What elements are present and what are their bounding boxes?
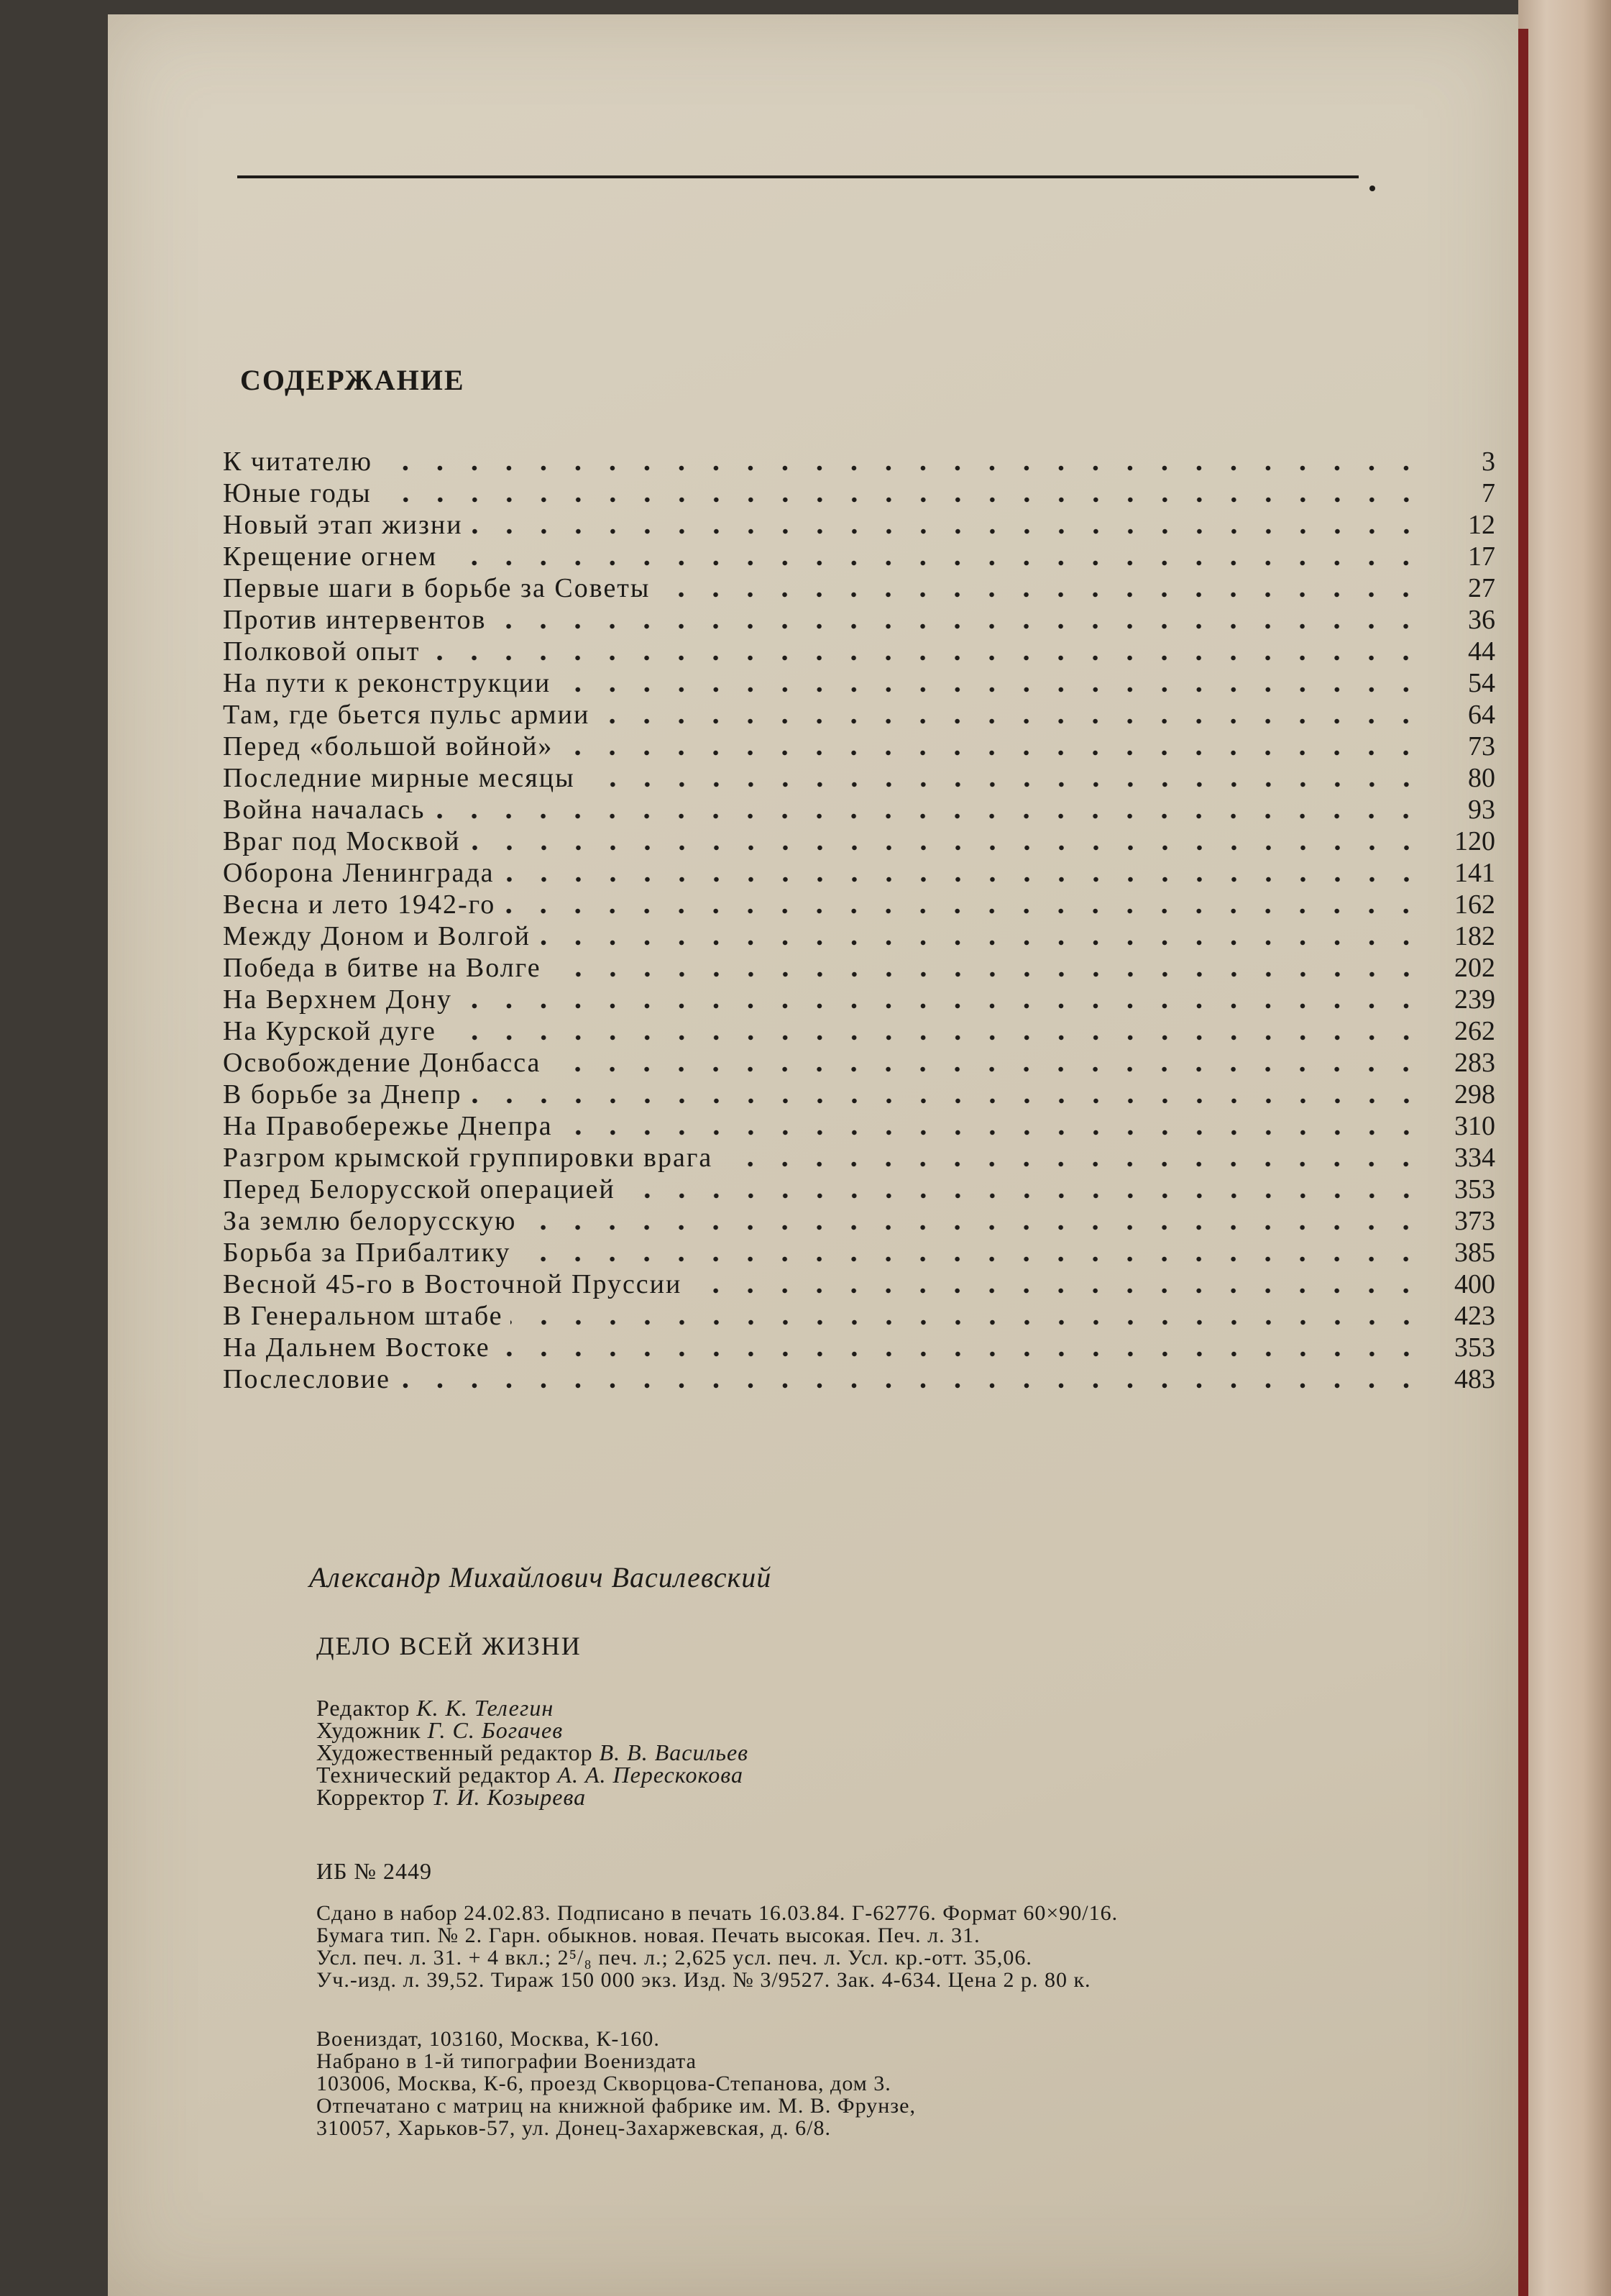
toc-entry [223,731,1495,762]
book-title: ДЕЛО ВСЕЙ ЖИЗНИ [316,1632,582,1660]
credit-name: К. К. Телегин [416,1695,554,1721]
dot-leader [623,1192,1423,1199]
toc-title: СОДЕРЖАНИЕ [240,364,465,396]
credit-line [316,1739,749,1765]
toc-entry [223,1300,1495,1332]
dot-leader [558,686,1423,693]
toc-entry-label: Последние мирные месяцы [223,763,575,793]
printer-details [316,2028,916,2139]
credit-line [316,1697,748,1719]
toc-entry-label: На Дальнем Востоке [223,1332,490,1363]
dot-leader [469,1097,1423,1104]
toc-entry-page: 334 [1454,1143,1495,1173]
dot-leader [597,718,1423,725]
printer-line: 103006, Москва, К-6, проезд Скворцова-Степанова, дом 3. [316,2072,891,2095]
toc-entry [223,1363,1495,1395]
toc-entry [223,952,1495,984]
toc-entry-page: 80 [1468,763,1495,793]
toc-entry-page: 44 [1468,636,1495,667]
dot-leader [493,623,1423,630]
dot-leader [560,1129,1423,1136]
toc-entry-page: 182 [1454,921,1495,951]
dot-leader [510,1319,1423,1326]
toc-entry-label: Оборона Ленинграда [223,858,495,888]
toc-entry-page: 353 [1454,1332,1495,1363]
toc-entry-label: Первые шаги в борьбе за Советы [223,573,651,603]
publication-line: Бумага тип. № 2. Гарн. обыкнов. новая. Печать высокая. Печ. л. 31. [316,1924,981,1947]
toc-entry-label: Весной 45-го в Восточной Пруссии [223,1269,682,1299]
credit-line [316,1719,748,1742]
toc-entry-label: В Генеральном штабе [223,1301,503,1331]
credit-role: Художник [316,1717,421,1743]
toc-entry [223,857,1495,889]
toc-entry-page: 262 [1454,1016,1495,1046]
toc-entry [223,1205,1495,1237]
publication-details [316,1902,1118,1991]
toc-entry [223,920,1495,952]
book-cover-edge [1518,29,1528,2296]
toc-entry-page: 141 [1454,858,1495,888]
toc-entry-page: 373 [1454,1206,1495,1236]
header-rule [237,175,1359,178]
toc-entry [223,667,1495,699]
dot-leader [444,559,1423,567]
dot-leader [380,465,1423,472]
dot-leader [502,907,1423,915]
dot-leader [502,876,1423,883]
dot-leader [560,749,1423,756]
dot-leader [720,1161,1423,1168]
dot-leader [432,813,1423,820]
toc-entry-label: Перед Белорусской операцией [223,1174,615,1204]
toc-entry-page: 310 [1454,1111,1495,1141]
toc-entry-page: 73 [1468,731,1495,761]
dot-leader [459,1002,1423,1010]
toc-entry [223,794,1495,825]
dot-leader [444,1034,1423,1041]
toc-entry-label: Полковой опыт [223,636,421,667]
credit-line [316,1786,748,1808]
credits-block [316,1697,748,1808]
toc-entry [223,762,1495,794]
toc-entry [223,1268,1495,1300]
toc-entry-label: К читателю [223,447,373,477]
toc-entry-page: 36 [1468,605,1495,635]
dot-leader [470,528,1423,535]
toc-entry [223,1079,1495,1110]
header-rule-dot [1369,186,1375,191]
toc-entry [223,1110,1495,1142]
toc-entry-page: 54 [1468,668,1495,698]
toc-entry-label: Крещение огнем [223,541,438,572]
dot-leader [538,939,1423,946]
publication-line: Уч.-изд. л. 39,52. Тираж 150 000 экз. Изд. № 3/9527. Зак. 4-634. Цена 2 р. 80 к. [316,1968,1091,1992]
credit-name: Т. И. Козырева [431,1784,587,1810]
toc-entry-label: Там, где бьется пульс армии [223,700,590,730]
toc-entry-page: 385 [1454,1238,1495,1268]
table-of-contents [223,446,1495,1395]
credit-role: Редактор [316,1695,410,1721]
toc-entry-label: За землю белорусскую [223,1206,517,1236]
toc-entry-page: 353 [1454,1174,1495,1204]
dot-leader [427,654,1423,662]
toc-entry-label: Перед «большой войной» [223,731,554,761]
dot-leader [497,1350,1423,1358]
toc-entry [223,1015,1495,1047]
book-edge [1518,0,1611,2296]
toc-entry-page: 12 [1468,510,1495,540]
toc-entry-label: Послесловие [223,1364,391,1394]
credit-line [316,1764,748,1786]
printer-line: Набрано в 1-й типографии Воениздата [316,2049,697,2073]
printer-line: 310057, Харьков-57, ул. Донец-Захаржевская, д. 6/8. [316,2116,831,2140]
dot-leader [523,1224,1423,1231]
dot-leader [398,1382,1423,1389]
toc-entry-page: 400 [1454,1269,1495,1299]
dot-leader [549,971,1423,978]
toc-entry-label: Разгром крымской группировки врага [223,1143,713,1173]
toc-entry [223,1332,1495,1363]
toc-entry-label: Юные годы [223,478,372,508]
credit-name: А. А. Перескокова [557,1762,743,1788]
toc-entry-label: Освобождение Донбасса [223,1048,541,1078]
toc-entry [223,1047,1495,1079]
toc-entry-label: На Курской дуге [223,1016,436,1046]
toc-entry [223,604,1495,636]
credit-role: Художественный редактор [316,1739,593,1765]
publication-line: Сдано в набор 24.02.83. Подписано в печать 16.03.84. Г-62776. Формат 60×90/16. [316,1901,1119,1925]
toc-entry-label: На Правобережье Днепра [223,1111,553,1141]
toc-entry [223,825,1495,857]
toc-entry [223,509,1495,541]
toc-entry-page: 7 [1482,478,1495,508]
toc-entry-page: 298 [1454,1079,1495,1110]
credit-name: Г. С. Богачев [427,1717,564,1743]
toc-entry-label: На Верхнем Дону [223,984,453,1015]
publication-line: Усл. печ. л. 31. + 4 вкл.; 2⁵/₈ печ. л.; 2,625 усл. печ. л. Усл. кр.-отт. 35,06. [316,1946,1032,1970]
toc-entry-page: 483 [1454,1364,1495,1394]
toc-entry-page: 120 [1454,826,1495,856]
toc-entry-page: 202 [1454,953,1495,983]
toc-entry-label: Новый этап жизни [223,510,463,540]
toc-entry [223,984,1495,1015]
toc-entry [223,699,1495,731]
toc-entry-label: Враг под Москвой [223,826,461,856]
dot-leader [548,1066,1423,1073]
toc-entry [223,1237,1495,1268]
printer-line: Воениздат, 103160, Москва, К-160. [316,2027,660,2051]
toc-entry-page: 93 [1468,795,1495,825]
toc-entry [223,572,1495,604]
dot-leader [657,591,1423,598]
credit-name: В. В. Васильев [599,1739,749,1765]
toc-entry [223,1142,1495,1174]
toc-entry-page: 64 [1468,700,1495,730]
toc-entry-label: Война началась [223,795,426,825]
toc-entry-page: 283 [1454,1048,1495,1078]
toc-entry-label: Против интервентов [223,605,487,635]
toc-entry-label: Победа в битве на Волге [223,953,541,983]
printer-line: Отпечатано с матриц на книжной фабрике им. М. В. Фрунзе, [316,2094,916,2118]
toc-entry [223,446,1495,477]
toc-entry-label: В борьбе за Днепр [223,1079,462,1110]
toc-entry-page: 17 [1468,541,1495,572]
ib-number: ИБ № 2449 [316,1858,433,1884]
credit-role: Корректор [316,1784,426,1810]
toc-entry-page: 3 [1482,447,1495,477]
dot-leader [582,781,1423,788]
toc-entry-page: 239 [1454,984,1495,1015]
dot-leader [379,496,1423,503]
toc-entry-page: 162 [1454,889,1495,920]
toc-entry-label: Между Доном и Волгой [223,921,531,951]
toc-entry-label: Весна и лето 1942-го [223,889,496,920]
credit-role: Технический редактор [316,1762,551,1788]
dot-leader [689,1287,1423,1294]
dot-leader [468,844,1423,851]
toc-entry [223,1174,1495,1205]
toc-entry-page: 423 [1454,1301,1495,1331]
author-name: Александр Михайлович Василевский [309,1561,772,1593]
toc-entry [223,889,1495,920]
toc-entry-label: На пути к реконструкции [223,668,551,698]
toc-entry-label: Борьба за Прибалтику [223,1238,511,1268]
toc-entry [223,636,1495,667]
toc-entry-page: 27 [1468,573,1495,603]
dot-leader [518,1256,1423,1263]
toc-entry [223,477,1495,509]
toc-entry [223,541,1495,572]
